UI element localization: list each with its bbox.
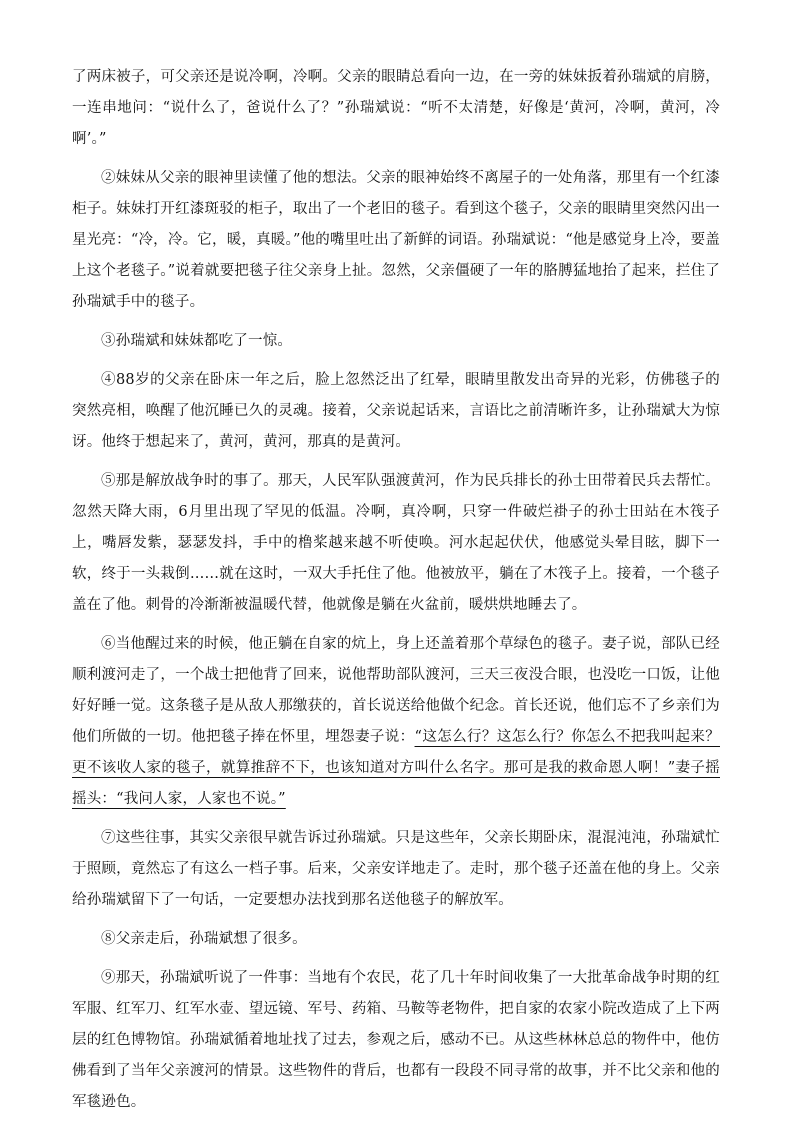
paragraph-text: ⑤那是解放战争时的事了。那天，人民军队强渡黄河，作为民兵排长的孙士田带着民兵去帮忙。忽然天降大雨，6月里出现了罕见的低温。冷啊，真冷啊，只穿一件破烂褂子的孙士田站在木筏子上，嘴唇发紫，瑟瑟发抖，手中的橹桨越来越不听使唤。河水起起伏伏，他感觉头晕目眩，脚下一软，终于一头栽倒……就在这时，一双大手托住了他。他被放平，躺在了木筏子上。接着，一个毯子盖在了他。刺骨的冷渐渐被温暖代替，他就像是躺在火盆前，暖烘烘地睡去了。 <box>72 473 720 613</box>
paragraph-text: ④88岁的父亲在卧床一年之后，脸上忽然泛出了红晕，眼睛里散发出奇异的光彩，仿佛毯子的突然亮相，唤醒了他沉睡已久的灵魂。接着，父亲说起话来，言语比之前清晰许多，让孙瑞斌大为惊讶。他终于想起来了，黄河，黄河，那真的是黄河。 <box>72 372 720 450</box>
paragraph-text: ②妹妹从父亲的眼神里读懂了他的想法。父亲的眼神始终不离屋子的一处角落，那里有一个红漆柜子。妹妹打开红漆斑驳的柜子，取出了一个老旧的毯子。看到这个毯子，父亲的眼睛里突然闪出一星光亮：“冷，冷。它，暖，真暖。”他的嘴里吐出了新鲜的词语。孙瑞斌说：“他是感觉身上冷，要盖上这个老毯子。”说着就要把毯子往父亲身上扯。忽然，父亲僵硬了一年的胳膊猛地抬了起来，拦住了孙瑞斌手中的毯子。 <box>72 170 720 310</box>
paragraph-3 <box>72 326 720 357</box>
paragraph-4 <box>72 365 720 458</box>
paragraph-8 <box>72 924 720 955</box>
paragraph-text: ⑨那天，孙瑞斌听说了一件事：当地有个农民，花了几十年时间收集了一大批革命战争时期的红军服、红军刀、红军水壶、望远镜、军号、药箱、马鞍等老物件，把自家的农家小院改造成了上下两层的红色博物馆。孙瑞斌循着地址找了过去，参观之后，感动不已。从这些林林总总的物件中，他仿佛看到了当年父亲渡河的情景。这些物件的背后，也都有一段段不同寻常的故事，并不比父亲和他的军毯逊色。 <box>72 970 720 1110</box>
paragraph-text: ⑦这些往事，其实父亲很早就告诉过孙瑞斌。只是这些年，父亲长期卧床，混混沌沌，孙瑞斌忙于照顾，竟然忘了有这么一档子事。后来，父亲安详地走了。走时，那个毯子还盖在他的身上。父亲给孙瑞斌留下了一句话，一定要想办法找到那名送他毯子的解放军。 <box>72 830 720 908</box>
paragraph-text: ⑧父亲走后，孙瑞斌想了很多。 <box>101 931 307 947</box>
paragraph-text: ⑥当他醒过来的时候，他正躺在自家的炕上，身上还盖着那个草绿色的毯子。妻子说，部队已经顺利渡河走了，一个战士把他背了回来，说他帮助部队渡河，三天三夜没合眼，也没吃一口饭，让他好好睡一觉。这条毯子是从敌人那缴获的，首长说送给他做个纪念。首长还说，他们忘不了乡亲们为他们所做的一切。他把毯子捧在怀里，埋怨妻子说： <box>72 636 720 745</box>
paragraph-2 <box>72 163 720 318</box>
article-body <box>72 62 720 1126</box>
paragraph-text: ③孙瑞斌和妹妹都吃了一惊。 <box>101 333 293 349</box>
paragraph-6 <box>72 629 720 815</box>
paragraph-5 <box>72 466 720 621</box>
paragraph-7 <box>72 823 720 916</box>
paragraph-continuation <box>72 62 720 155</box>
underlined-sentence: “这怎么行？这怎么行？你怎么不把我叫起来？更不该收人家的毯子，就算推辞不下，也该知道对方叫什么名字。那可是我的救命恩人啊！”妻子摇摇头：“我问人家，人家也不说。” <box>72 729 720 807</box>
paragraph-9 <box>72 963 720 1118</box>
paragraph-text: 了两床被子，可父亲还是说冷啊，冷啊。父亲的眼睛总看向一边，在一旁的妹妹扳着孙瑞斌的肩膀，一连串地问：“说什么了，爸说什么了？”孙瑞斌说：“听不太清楚，好像是‘黄河，冷啊，黄河，冷啊’。” <box>72 69 720 147</box>
